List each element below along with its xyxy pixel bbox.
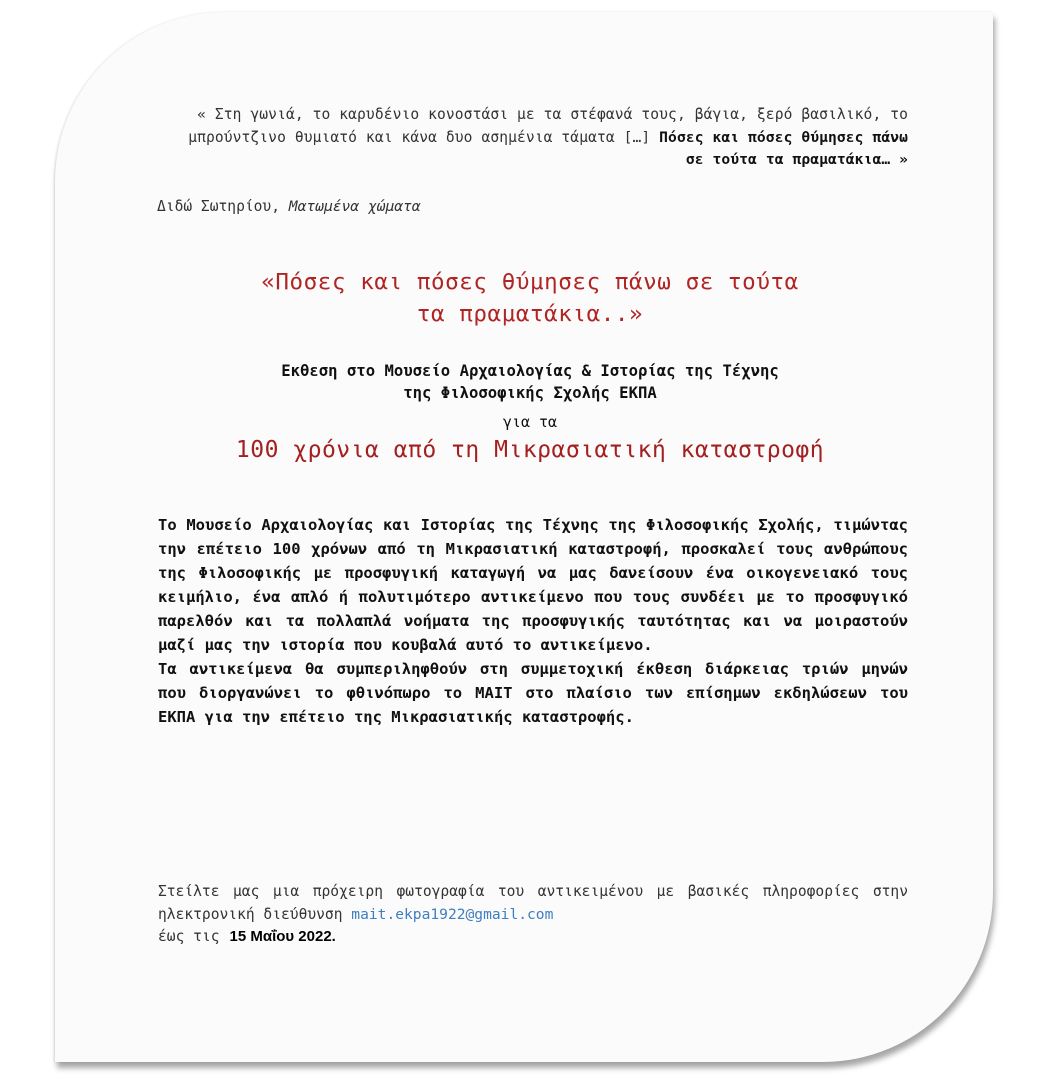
- anniversary-heading: 100 χρόνια από τη Μικρασιατική καταστροφή: [235, 437, 825, 463]
- title-line-1: «Πόσες και πόσες θύμησες πάνω σε τούτα: [261, 269, 799, 295]
- until-label: έως τις: [158, 928, 220, 945]
- title-line-2: τα πραματάκια..»: [416, 301, 644, 327]
- body-paragraph-2: Τα αντικείμενα θα συμπεριληφθούν στη συμμετοχική έκθεση διάρκειας τριών μηνών που διοργανώνει το φθινόπωρο το ΜΑΙΤ στο πλαίσιο των επίσημων εκδηλώσεων του ΕΚΠΑ για την επέτειο της Μικρασιατικής καταστροφής.: [158, 660, 908, 726]
- flyer-title: [160, 266, 900, 330]
- exhibition-line-1: Εκθεση στο Μουσείο Αρχαιολογίας & Ιστορίας της Τέχνης: [281, 362, 779, 380]
- body-text: [158, 513, 908, 729]
- email-link[interactable]: mait.ekpa1922@gmail.com: [351, 905, 554, 923]
- body-paragraph-1: Το Μουσείο Αρχαιολογίας και Ιστορίας της Τέχνης της Φιλοσοφικής Σχολής, τιμώντας την επέτειο 100 χρόνων από τη Μικρασιατική καταστροφή, προσκαλεί τους ανθρώπους της Φιλοσοφικής με προσφυγική καταγωγή να μας δανείσουν ένα οικογενειακό τους κειμήλιο, ένα απλό ή πολυτιμότερο αντικείμενο που τους συνδέει με το προσφυγικό παρελθόν και τα πολλαπλά νοήματα της προσφυγικής ταυτότητας και να μοιραστούν μαζί μας την ιστορία που κουβαλά αυτό το αντικείμενο.: [158, 516, 908, 654]
- epigraph-text: « Στη γωνιά, το καρυδένιο κονοστάσι με τα στέφανά τους, βάγια, ξερό βασιλικό, το μπρούντζινο θυμιατό και κάνα δυο ασημένια τάματα […]: [188, 106, 908, 146]
- deadline-date: 15 Μαΐου 2022.: [229, 928, 336, 945]
- author-work: Ματωμένα χώματα: [288, 198, 421, 215]
- exhibition-heading: [160, 360, 900, 404]
- epigraph-quote: [170, 104, 908, 172]
- epigraph-bold-text: Πόσες και πόσες θύμησες πάνω σε τούτα τα πραματάκια… »: [659, 128, 908, 169]
- submission-info: [158, 881, 908, 949]
- for-label: για τα: [502, 413, 558, 431]
- author-name: Διδώ Σωτηρίου,: [157, 198, 289, 215]
- submission-text: Στείλτε μας μια πρόχειρη φωτογραφία του αντικειμένου με βασικές πληροφορίες στην ηλεκτρονική διεύθυνση: [158, 883, 908, 923]
- epigraph-author: [157, 196, 421, 218]
- exhibition-line-2: της Φιλοσοφικής Σχολής ΕΚΠΑ: [403, 384, 657, 402]
